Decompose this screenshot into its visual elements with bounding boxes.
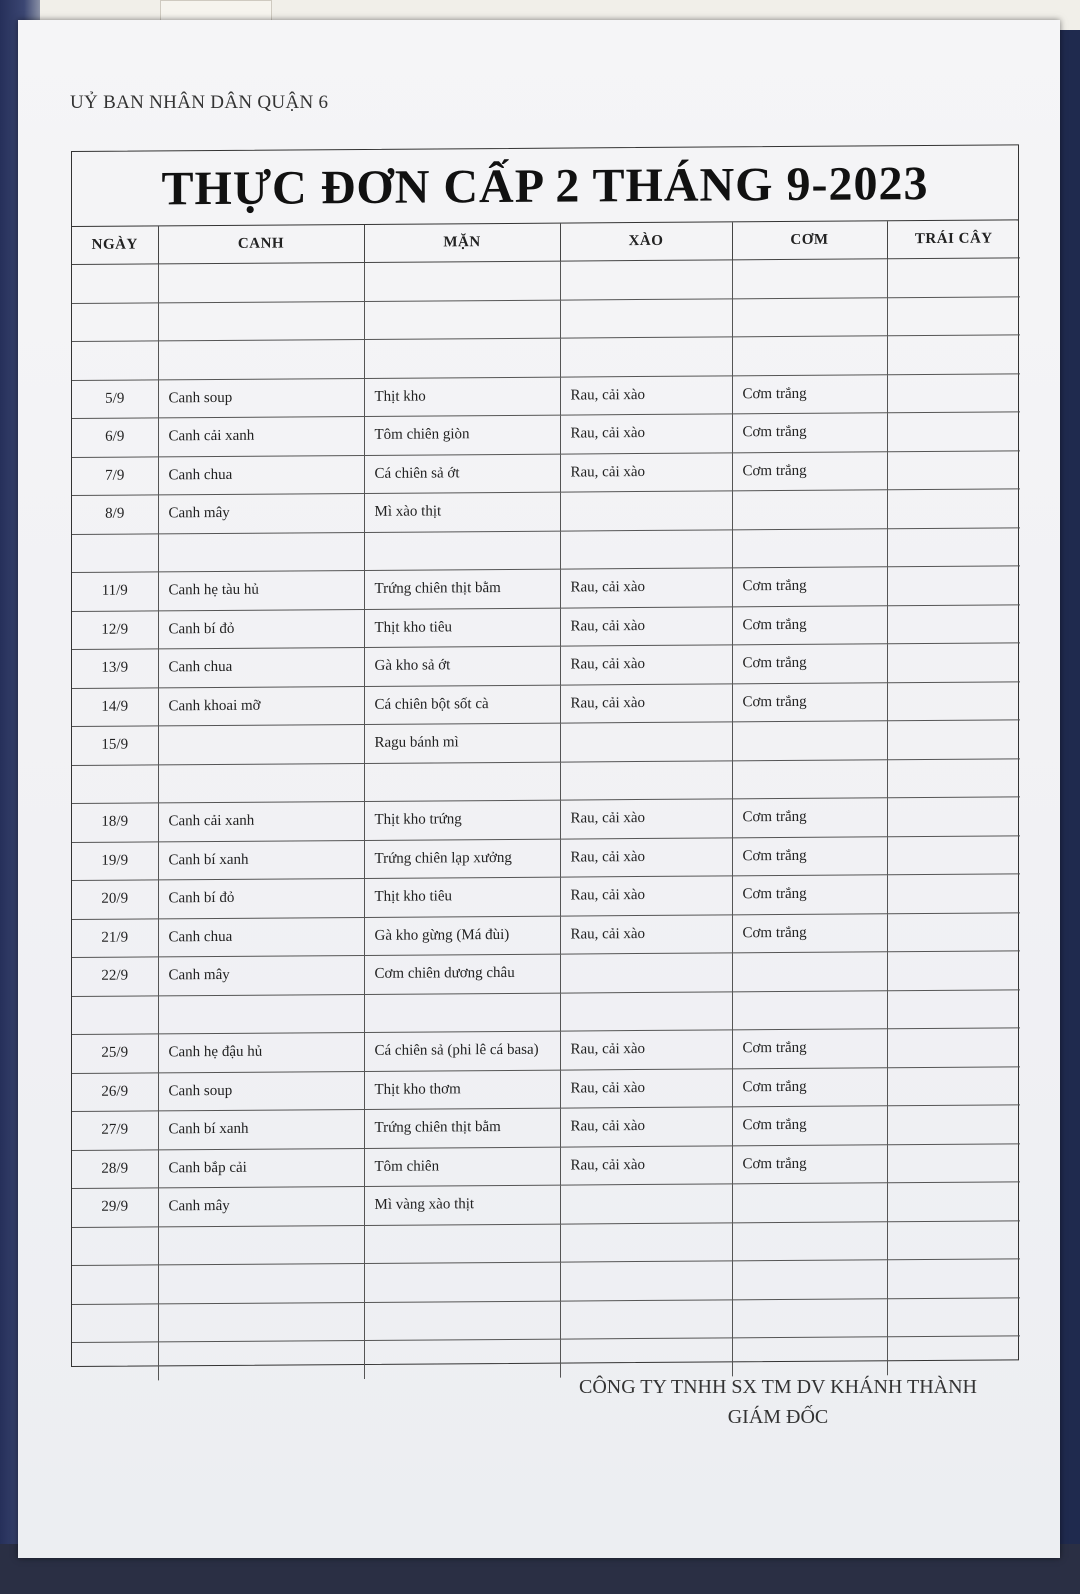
cell-day: [72, 1303, 158, 1342]
cell-trai-cay: [887, 489, 1020, 528]
cell-canh: Canh bí xanh: [158, 1109, 364, 1149]
table-row: [72, 797, 1020, 842]
menu-title: THỰC ĐƠN CẤP 2 THÁNG 9-2023: [72, 145, 1018, 227]
menu-document: [18, 20, 1060, 1558]
cell-man: [364, 1262, 560, 1302]
table-row: [72, 1143, 1020, 1188]
cell-man: Tôm chiên giòn: [364, 415, 560, 455]
cell-canh: Canh mây: [158, 1186, 364, 1226]
cell-day: [72, 764, 158, 803]
cell-day: 15/9: [72, 726, 158, 765]
cell-canh: Canh bí xanh: [158, 840, 364, 880]
table-row: [72, 489, 1020, 534]
cell-com: Cơm trắng: [732, 1067, 887, 1107]
table-row: [72, 1259, 1020, 1304]
cell-xao: [560, 722, 732, 762]
cell-com: Cơm trắng: [732, 374, 887, 414]
cell-canh: Canh chua: [158, 647, 364, 687]
table-row: [72, 412, 1020, 457]
table-row: [72, 1105, 1020, 1150]
cell-com: [732, 1298, 887, 1338]
cell-trai-cay: [887, 797, 1020, 836]
cell-canh: Canh bắp cải: [158, 1148, 364, 1188]
cell-man: Cơm chiên dương châu: [364, 954, 560, 994]
cell-trai-cay: [887, 373, 1020, 412]
table-row: [72, 1028, 1020, 1073]
cell-trai-cay: [887, 1336, 1020, 1375]
cell-com: Cơm trắng: [732, 836, 887, 876]
cell-com: Cơm trắng: [732, 913, 887, 953]
cell-day: [72, 533, 158, 572]
cell-day: [72, 1342, 158, 1381]
cell-day: 7/9: [72, 456, 158, 495]
cell-man: Thịt kho: [364, 377, 560, 417]
cell-canh: Canh soup: [158, 378, 364, 418]
cell-trai-cay: [887, 643, 1020, 682]
table-row: [72, 681, 1020, 726]
cell-man: Mì xào thịt: [364, 492, 560, 532]
cell-xao: Rau, cải xào: [560, 606, 732, 646]
column-header-day: NGÀY: [72, 226, 158, 264]
cell-day: [72, 302, 158, 341]
cell-canh: Canh bí đỏ: [158, 609, 364, 649]
cell-com: Cơm trắng: [732, 1144, 887, 1184]
cell-com: [732, 721, 887, 761]
cell-trai-cay: [887, 758, 1020, 797]
cell-trai-cay: [887, 989, 1020, 1028]
cell-xao: [560, 260, 732, 300]
cell-man: Thịt kho tiêu: [364, 608, 560, 648]
cell-day: [72, 341, 158, 380]
cell-day: 6/9: [72, 418, 158, 457]
table-row: [72, 566, 1020, 611]
table-row: [72, 373, 1020, 418]
cell-man: [364, 300, 560, 340]
cell-day: [72, 1265, 158, 1304]
cell-com: Cơm trắng: [732, 644, 887, 684]
cell-canh: [158, 1263, 364, 1303]
cell-canh: [158, 301, 364, 341]
cell-canh: Canh soup: [158, 1071, 364, 1111]
cell-xao: Rau, cải xào: [560, 1107, 732, 1147]
table-row: [72, 1297, 1020, 1342]
cell-man: Mì vàng xào thịt: [364, 1185, 560, 1225]
cell-canh: Canh cải xanh: [158, 801, 364, 841]
cell-com: [732, 259, 887, 299]
cell-xao: Rau, cải xào: [560, 1145, 732, 1185]
cell-day: 25/9: [72, 1034, 158, 1073]
cell-day: 26/9: [72, 1072, 158, 1111]
cell-day: 8/9: [72, 495, 158, 534]
cell-day: [72, 995, 158, 1034]
cell-com: [732, 336, 887, 376]
column-header-canh: CANH: [158, 225, 364, 264]
cell-day: 29/9: [72, 1188, 158, 1227]
cell-trai-cay: [887, 450, 1020, 489]
signer-role: GIÁM ĐỐC: [727, 1406, 829, 1428]
cell-day: 14/9: [72, 687, 158, 726]
cell-man: Thịt kho tiêu: [364, 877, 560, 917]
cell-canh: Canh hẹ đậu hủ: [158, 1032, 364, 1072]
cell-trai-cay: [887, 335, 1020, 374]
cell-day: [72, 1226, 158, 1265]
menu-table: [72, 220, 1020, 1380]
cell-xao: Rau, cải xào: [560, 645, 732, 685]
column-header-com: CƠM: [732, 221, 887, 260]
cell-trai-cay: [887, 720, 1020, 759]
cell-com: [732, 1183, 887, 1223]
cell-canh: [158, 994, 364, 1034]
cell-xao: Rau, cải xào: [560, 799, 732, 839]
cell-trai-cay: [887, 1259, 1020, 1298]
cell-trai-cay: [887, 681, 1020, 720]
cell-xao: [560, 991, 732, 1031]
table-row: [72, 912, 1020, 957]
cell-canh: [158, 763, 364, 803]
table-row: [72, 604, 1020, 649]
cell-day: 28/9: [72, 1149, 158, 1188]
cell-com: [732, 1337, 887, 1376]
cell-com: [732, 490, 887, 530]
cell-com: [732, 952, 887, 992]
cell-xao: [560, 1184, 732, 1224]
cell-xao: [560, 953, 732, 993]
cell-xao: Rau, cải xào: [560, 452, 732, 492]
cell-man: [364, 993, 560, 1033]
cell-trai-cay: [887, 874, 1020, 913]
cell-man: Gà kho sả ớt: [364, 646, 560, 686]
column-header-man: MẶN: [364, 224, 560, 263]
cell-day: 5/9: [72, 379, 158, 418]
cell-canh: Canh chua: [158, 917, 364, 957]
table-row: [72, 1220, 1020, 1265]
cell-com: [732, 528, 887, 568]
cell-trai-cay: [887, 527, 1020, 566]
cell-canh: [158, 262, 364, 302]
cell-trai-cay: [887, 912, 1020, 951]
cell-xao: [560, 1299, 732, 1339]
cell-canh: [158, 1302, 364, 1342]
table-row: [72, 643, 1020, 688]
table-row: [72, 720, 1020, 765]
cell-trai-cay: [887, 1066, 1020, 1105]
cell-day: 21/9: [72, 918, 158, 957]
cell-com: Cơm trắng: [732, 605, 887, 645]
cell-day: 27/9: [72, 1111, 158, 1150]
cell-canh: [158, 1225, 364, 1265]
cell-man: [364, 1224, 560, 1264]
cell-man: Cá chiên bột sốt cà: [364, 685, 560, 725]
cell-trai-cay: [887, 1028, 1020, 1067]
cell-canh: Canh khoai mỡ: [158, 686, 364, 726]
cell-day: 20/9: [72, 880, 158, 919]
cell-day: 11/9: [72, 572, 158, 611]
cell-xao: [560, 337, 732, 377]
table-row: [72, 335, 1020, 380]
cell-trai-cay: [887, 951, 1020, 990]
cell-xao: [560, 1222, 732, 1262]
cell-canh: Canh chua: [158, 455, 364, 495]
cell-man: [364, 338, 560, 378]
cell-canh: Canh mây: [158, 955, 364, 995]
cell-com: [732, 759, 887, 799]
table-row: [72, 1182, 1020, 1227]
cell-canh: Canh mây: [158, 493, 364, 533]
cell-com: Cơm trắng: [732, 451, 887, 491]
table-row: [72, 296, 1020, 341]
cell-xao: Rau, cải xào: [560, 837, 732, 877]
cell-com: [732, 297, 887, 337]
cell-xao: Rau, cải xào: [560, 876, 732, 916]
cell-xao: [560, 760, 732, 800]
cell-trai-cay: [887, 566, 1020, 605]
cell-man: [364, 531, 560, 571]
cell-xao: Rau, cải xào: [560, 1068, 732, 1108]
cell-com: Cơm trắng: [732, 682, 887, 722]
cell-com: [732, 1221, 887, 1261]
cell-day: 18/9: [72, 803, 158, 842]
cell-canh: Canh bí đỏ: [158, 878, 364, 918]
cell-xao: Rau, cải xào: [560, 568, 732, 608]
cell-canh: Canh hẹ tàu hủ: [158, 570, 364, 610]
cell-trai-cay: [887, 296, 1020, 335]
cell-man: Trứng chiên lạp xưởng: [364, 839, 560, 879]
cell-com: [732, 990, 887, 1030]
cell-xao: Rau, cải xào: [560, 375, 732, 415]
cell-trai-cay: [887, 1182, 1020, 1221]
cell-day: 13/9: [72, 649, 158, 688]
cell-day: [72, 264, 158, 303]
cell-man: [364, 1301, 560, 1341]
cell-xao: Rau, cải xào: [560, 1030, 732, 1070]
menu-body: [72, 258, 1020, 1381]
cell-man: Cá chiên sả ớt: [364, 454, 560, 494]
cell-xao: [560, 1261, 732, 1301]
table-row: [72, 951, 1020, 996]
cell-man: Ragu bánh mì: [364, 723, 560, 763]
cell-day: 12/9: [72, 610, 158, 649]
table-row: [72, 989, 1020, 1034]
cell-man: Thịt kho thơm: [364, 1070, 560, 1110]
cell-com: Cơm trắng: [732, 567, 887, 607]
cell-xao: Rau, cải xào: [560, 414, 732, 454]
signature-block: [528, 1372, 1028, 1432]
company-name: CÔNG TY TNHH SX TM DV KHÁNH THÀNH: [579, 1376, 977, 1398]
cell-xao: Rau, cải xào: [560, 914, 732, 954]
cell-trai-cay: [887, 1143, 1020, 1182]
column-header-xao: XÀO: [560, 222, 732, 261]
cell-man: Trứng chiên thịt bằm: [364, 569, 560, 609]
cell-com: Cơm trắng: [732, 875, 887, 915]
cell-man: [364, 261, 560, 301]
cell-canh: Canh cải xanh: [158, 416, 364, 456]
cell-xao: [560, 529, 732, 569]
cell-canh: [158, 1340, 364, 1379]
cell-com: Cơm trắng: [732, 798, 887, 838]
column-header-trai-cay: TRÁI CÂY: [887, 220, 1020, 258]
cell-com: Cơm trắng: [732, 413, 887, 453]
cell-day: 22/9: [72, 957, 158, 996]
table-row: [72, 758, 1020, 803]
table-row: [72, 1066, 1020, 1111]
cell-canh: [158, 532, 364, 572]
cell-trai-cay: [887, 1297, 1020, 1336]
table-row: [72, 258, 1020, 303]
cell-trai-cay: [887, 604, 1020, 643]
cell-canh: [158, 339, 364, 379]
cell-com: [732, 1260, 887, 1300]
table-row: [72, 874, 1020, 919]
cell-man: [364, 762, 560, 802]
cell-canh: [158, 724, 364, 764]
cell-man: Cá chiên sả (phi lê cá basa): [364, 1031, 560, 1071]
table-row: [72, 527, 1020, 572]
table-row: [72, 450, 1020, 495]
menu-frame: [71, 144, 1019, 1367]
cell-man: Thịt kho trứng: [364, 800, 560, 840]
cell-trai-cay: [887, 835, 1020, 874]
cell-xao: [560, 491, 732, 531]
table-row: [72, 835, 1020, 880]
cell-trai-cay: [887, 1220, 1020, 1259]
cell-trai-cay: [887, 412, 1020, 451]
cell-trai-cay: [887, 1105, 1020, 1144]
cell-trai-cay: [887, 258, 1020, 297]
cell-com: Cơm trắng: [732, 1106, 887, 1146]
authority-header: UỶ BAN NHÂN DÂN QUẬN 6: [70, 92, 329, 113]
cell-man: Tôm chiên: [364, 1147, 560, 1187]
cell-day: 19/9: [72, 841, 158, 880]
cell-man: Trứng chiên thịt bằm: [364, 1108, 560, 1148]
cell-com: Cơm trắng: [732, 1029, 887, 1069]
cell-xao: [560, 298, 732, 338]
cell-man: Gà kho gừng (Má đùi): [364, 916, 560, 956]
cell-xao: Rau, cải xào: [560, 683, 732, 723]
